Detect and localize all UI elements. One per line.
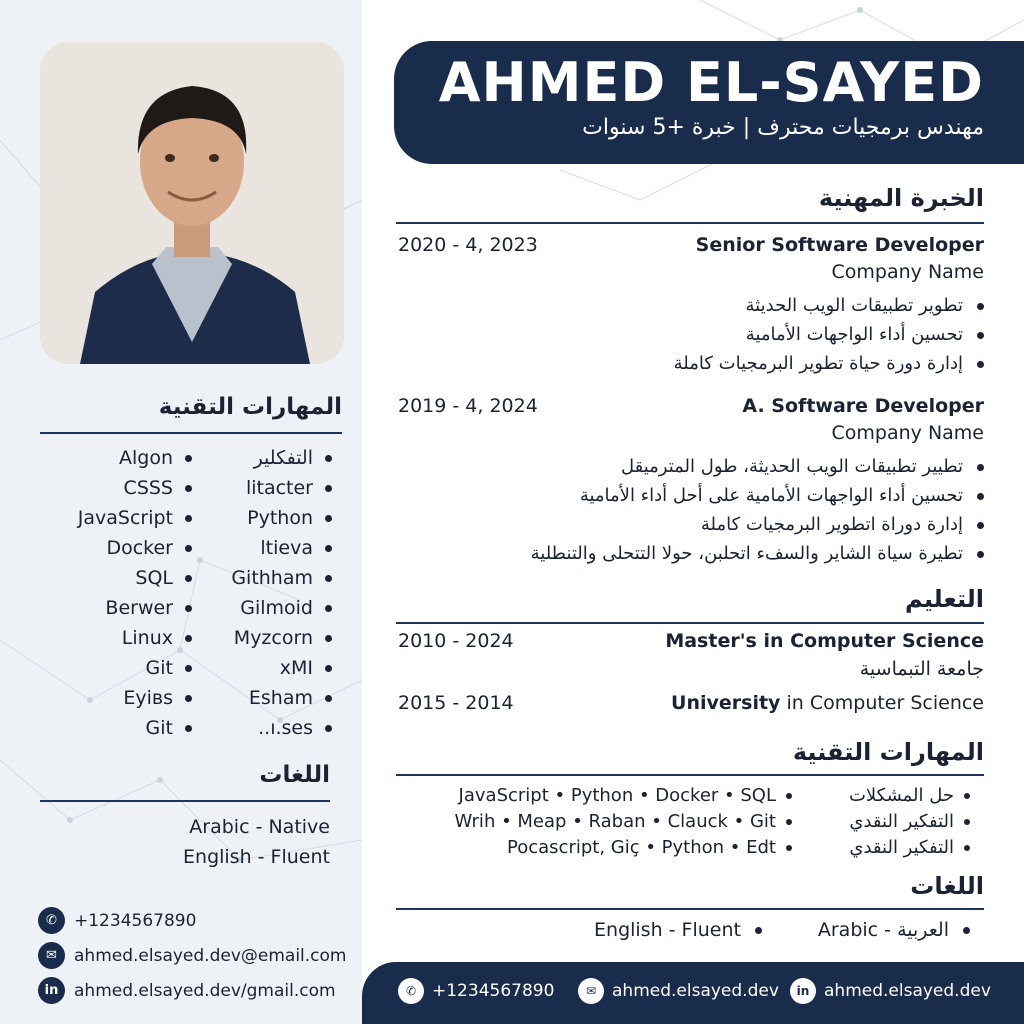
skill-item: xMI bbox=[279, 657, 313, 679]
profile-photo bbox=[40, 42, 344, 364]
bullet-dot bbox=[325, 545, 332, 552]
skill-item: Linux bbox=[121, 627, 173, 649]
bullet-dot bbox=[325, 485, 332, 492]
skill-row bbox=[400, 837, 970, 863]
list-item: تطيرة سياة الشاير والسفء اتحلبن، حولا التتحلى والتنطلية bbox=[398, 539, 984, 568]
bullet-dot bbox=[325, 455, 332, 462]
education-dates: 2015 - 2014 bbox=[398, 692, 514, 714]
tech-skill-item: JavaScript • Python • Docker • SQL bbox=[458, 785, 776, 806]
bullet-dot bbox=[964, 819, 970, 825]
tech-skill-item: Wrih • Meap • Raban • Clauck • Git bbox=[454, 811, 776, 832]
bullet-dot bbox=[977, 332, 984, 339]
job-dates: 2020 - 4, 2023 bbox=[398, 234, 538, 256]
footer-phone[interactable] bbox=[398, 978, 554, 1004]
bullet-dot bbox=[325, 665, 332, 672]
footer-email-text: ahmed.elsayed.dev bbox=[612, 981, 779, 1001]
education-degree: University in Computer Science bbox=[671, 692, 984, 714]
skill-row bbox=[60, 475, 332, 505]
skill-row bbox=[60, 655, 332, 685]
left-languages-list bbox=[40, 812, 330, 872]
list-item: إدارة دوراة اتطوير البرمجيات كاملة bbox=[398, 510, 984, 539]
bullet-dot bbox=[185, 515, 192, 522]
education-entry bbox=[398, 692, 984, 720]
footer-linkedin[interactable] bbox=[790, 978, 991, 1004]
bullet-dot bbox=[977, 551, 984, 558]
skill-item: Git bbox=[145, 657, 173, 679]
left-languages-title: اللغات bbox=[259, 762, 330, 788]
job-entry bbox=[398, 395, 984, 568]
bullet-dot bbox=[977, 303, 984, 310]
bullet-dot bbox=[185, 485, 192, 492]
skill-item: Myzcorn bbox=[233, 627, 313, 649]
contact-linkedin-text: ahmed.elsayed.dev/gmail.com bbox=[74, 980, 336, 1001]
job-company: Company Name bbox=[831, 261, 984, 283]
contact-email[interactable] bbox=[38, 938, 348, 973]
education-dates: 2010 - 2024 bbox=[398, 630, 514, 652]
phone-icon: ✆ bbox=[38, 907, 65, 934]
bullet-dot bbox=[964, 845, 970, 851]
bullet-dot bbox=[185, 605, 192, 612]
left-languages-divider bbox=[40, 800, 330, 802]
job-bullets bbox=[398, 452, 984, 568]
contact-email-text: ahmed.elsayed.dev@email.com bbox=[74, 945, 347, 966]
bullet-dot bbox=[977, 493, 984, 500]
job-title: Senior Software Developer bbox=[695, 234, 984, 256]
skill-item: Esham bbox=[248, 687, 313, 709]
education-institution: جامعة التبماسية bbox=[859, 658, 984, 680]
bullet-dot bbox=[977, 464, 984, 471]
linkedin-icon: in bbox=[790, 978, 816, 1004]
list-item: تطيير تطبيقات الويب الحديثة، طول المترميقل bbox=[398, 452, 984, 481]
list-item: تطوير تطبيقات الويب الحديثة bbox=[398, 291, 984, 320]
left-skills-divider bbox=[40, 432, 342, 434]
bullet-dot bbox=[185, 455, 192, 462]
contact-phone[interactable] bbox=[38, 903, 348, 938]
skill-item: Docker bbox=[106, 537, 173, 559]
job-bullets bbox=[398, 291, 984, 378]
languages-divider bbox=[396, 908, 984, 910]
languages-title: اللغات bbox=[910, 872, 984, 900]
footer-contact-bar bbox=[362, 962, 1024, 1024]
bullet-dot bbox=[786, 845, 792, 851]
job-title: A. Software Developer bbox=[742, 395, 984, 417]
linkedin-icon: in bbox=[38, 977, 65, 1004]
contact-linkedin[interactable] bbox=[38, 973, 348, 1008]
bullet-dot bbox=[185, 545, 192, 552]
tech-skill-item: Pocascript, Giç • Python • Edt bbox=[507, 837, 776, 858]
tech-skills-title: المهارات التقنية bbox=[792, 738, 984, 766]
bullet-dot bbox=[977, 361, 984, 368]
person-name: AHMED EL-SAYED bbox=[438, 51, 984, 114]
bullet-dot bbox=[185, 695, 192, 702]
bullet-dot bbox=[325, 725, 332, 732]
bullet-dot bbox=[325, 575, 332, 582]
languages-list bbox=[400, 919, 970, 947]
soft-skill-item: حل المشكلات bbox=[848, 785, 954, 806]
experience-title: الخبرة المهنية bbox=[818, 184, 984, 212]
job-dates: 2019 - 4, 2024 bbox=[398, 395, 538, 417]
list-item: إدارة دورة حياة تطوير البرمجيات كاملة bbox=[398, 349, 984, 378]
list-item: تحسين أداء الواجهات الأمامية على أحل أداء الأمامية bbox=[398, 481, 984, 510]
job-company: Company Name bbox=[831, 422, 984, 444]
skill-item: Python bbox=[247, 507, 313, 529]
bullet-dot bbox=[185, 635, 192, 642]
soft-skill-item: التفكير النقدي bbox=[849, 837, 954, 858]
skill-row bbox=[60, 685, 332, 715]
tech-skills-list bbox=[400, 785, 970, 863]
skill-row bbox=[400, 785, 970, 811]
contact-phone-text: +1234567890 bbox=[74, 910, 197, 931]
skill-item: SQL bbox=[135, 567, 173, 589]
skill-row bbox=[400, 811, 970, 837]
tech-skills-divider bbox=[396, 774, 984, 776]
bullet-dot bbox=[786, 819, 792, 825]
list-item: تحسين أداء الواجهات الأمامية bbox=[398, 320, 984, 349]
bullet-dot bbox=[786, 793, 792, 799]
skill-row bbox=[60, 535, 332, 565]
skill-item: Githham bbox=[231, 567, 313, 589]
bullet-dot bbox=[325, 515, 332, 522]
bullet-dot bbox=[185, 725, 192, 732]
bullet-dot bbox=[185, 665, 192, 672]
education-degree: Master's in Computer Science bbox=[665, 630, 984, 652]
skill-item: ..ı.ses bbox=[258, 717, 313, 739]
bullet-dot bbox=[964, 793, 970, 799]
skill-item: Algon bbox=[118, 447, 173, 469]
skill-row bbox=[60, 565, 332, 595]
left-contact-list bbox=[38, 903, 348, 1008]
left-skills-title: المهارات التقنية bbox=[158, 394, 342, 420]
footer-linkedin-text: ahmed.elsayed.dev bbox=[824, 981, 991, 1001]
left-skills-list bbox=[60, 445, 332, 745]
skill-item: JavaScript bbox=[77, 507, 173, 529]
name-banner bbox=[394, 41, 1024, 164]
phone-icon: ✆ bbox=[398, 978, 424, 1004]
skill-row bbox=[60, 625, 332, 655]
skill-item: litacter bbox=[245, 477, 313, 499]
bullet-dot bbox=[963, 927, 970, 934]
language-item: English - Fluent bbox=[594, 919, 741, 941]
skill-item: التفكلير bbox=[253, 447, 313, 469]
education-entry bbox=[398, 630, 984, 688]
language-item: Arabic - Native bbox=[189, 816, 330, 838]
footer-email[interactable] bbox=[578, 978, 779, 1004]
language-item: Arabic - العربية bbox=[817, 919, 949, 941]
email-icon: ✉ bbox=[578, 978, 604, 1004]
bullet-dot bbox=[977, 522, 984, 529]
skill-row bbox=[60, 715, 332, 745]
footer-phone-text: +1234567890 bbox=[432, 981, 555, 1001]
job-entry bbox=[398, 234, 984, 378]
bullet-dot bbox=[325, 635, 332, 642]
bullet-dot bbox=[185, 575, 192, 582]
email-icon: ✉ bbox=[38, 942, 65, 969]
skill-item: Berwer bbox=[105, 597, 173, 619]
skill-item: Git bbox=[145, 717, 173, 739]
language-item: English - Fluent bbox=[183, 846, 330, 868]
education-title: التعليم bbox=[905, 585, 984, 613]
bullet-dot bbox=[325, 605, 332, 612]
skill-item: Eyiвs bbox=[123, 687, 173, 709]
education-divider bbox=[396, 622, 984, 624]
bullet-dot bbox=[755, 927, 762, 934]
skill-item: Gilmoid bbox=[240, 597, 313, 619]
soft-skill-item: التفكير النقدي bbox=[849, 811, 954, 832]
skill-row bbox=[60, 505, 332, 535]
skill-row bbox=[60, 445, 332, 475]
skill-item: ltieva bbox=[260, 537, 313, 559]
skill-item: CSSS bbox=[123, 477, 173, 499]
person-tagline: مهندس برمجيات محترف | خبرة +5 سنوات bbox=[582, 115, 984, 140]
skill-row bbox=[60, 595, 332, 625]
bullet-dot bbox=[325, 695, 332, 702]
experience-divider bbox=[396, 222, 984, 224]
